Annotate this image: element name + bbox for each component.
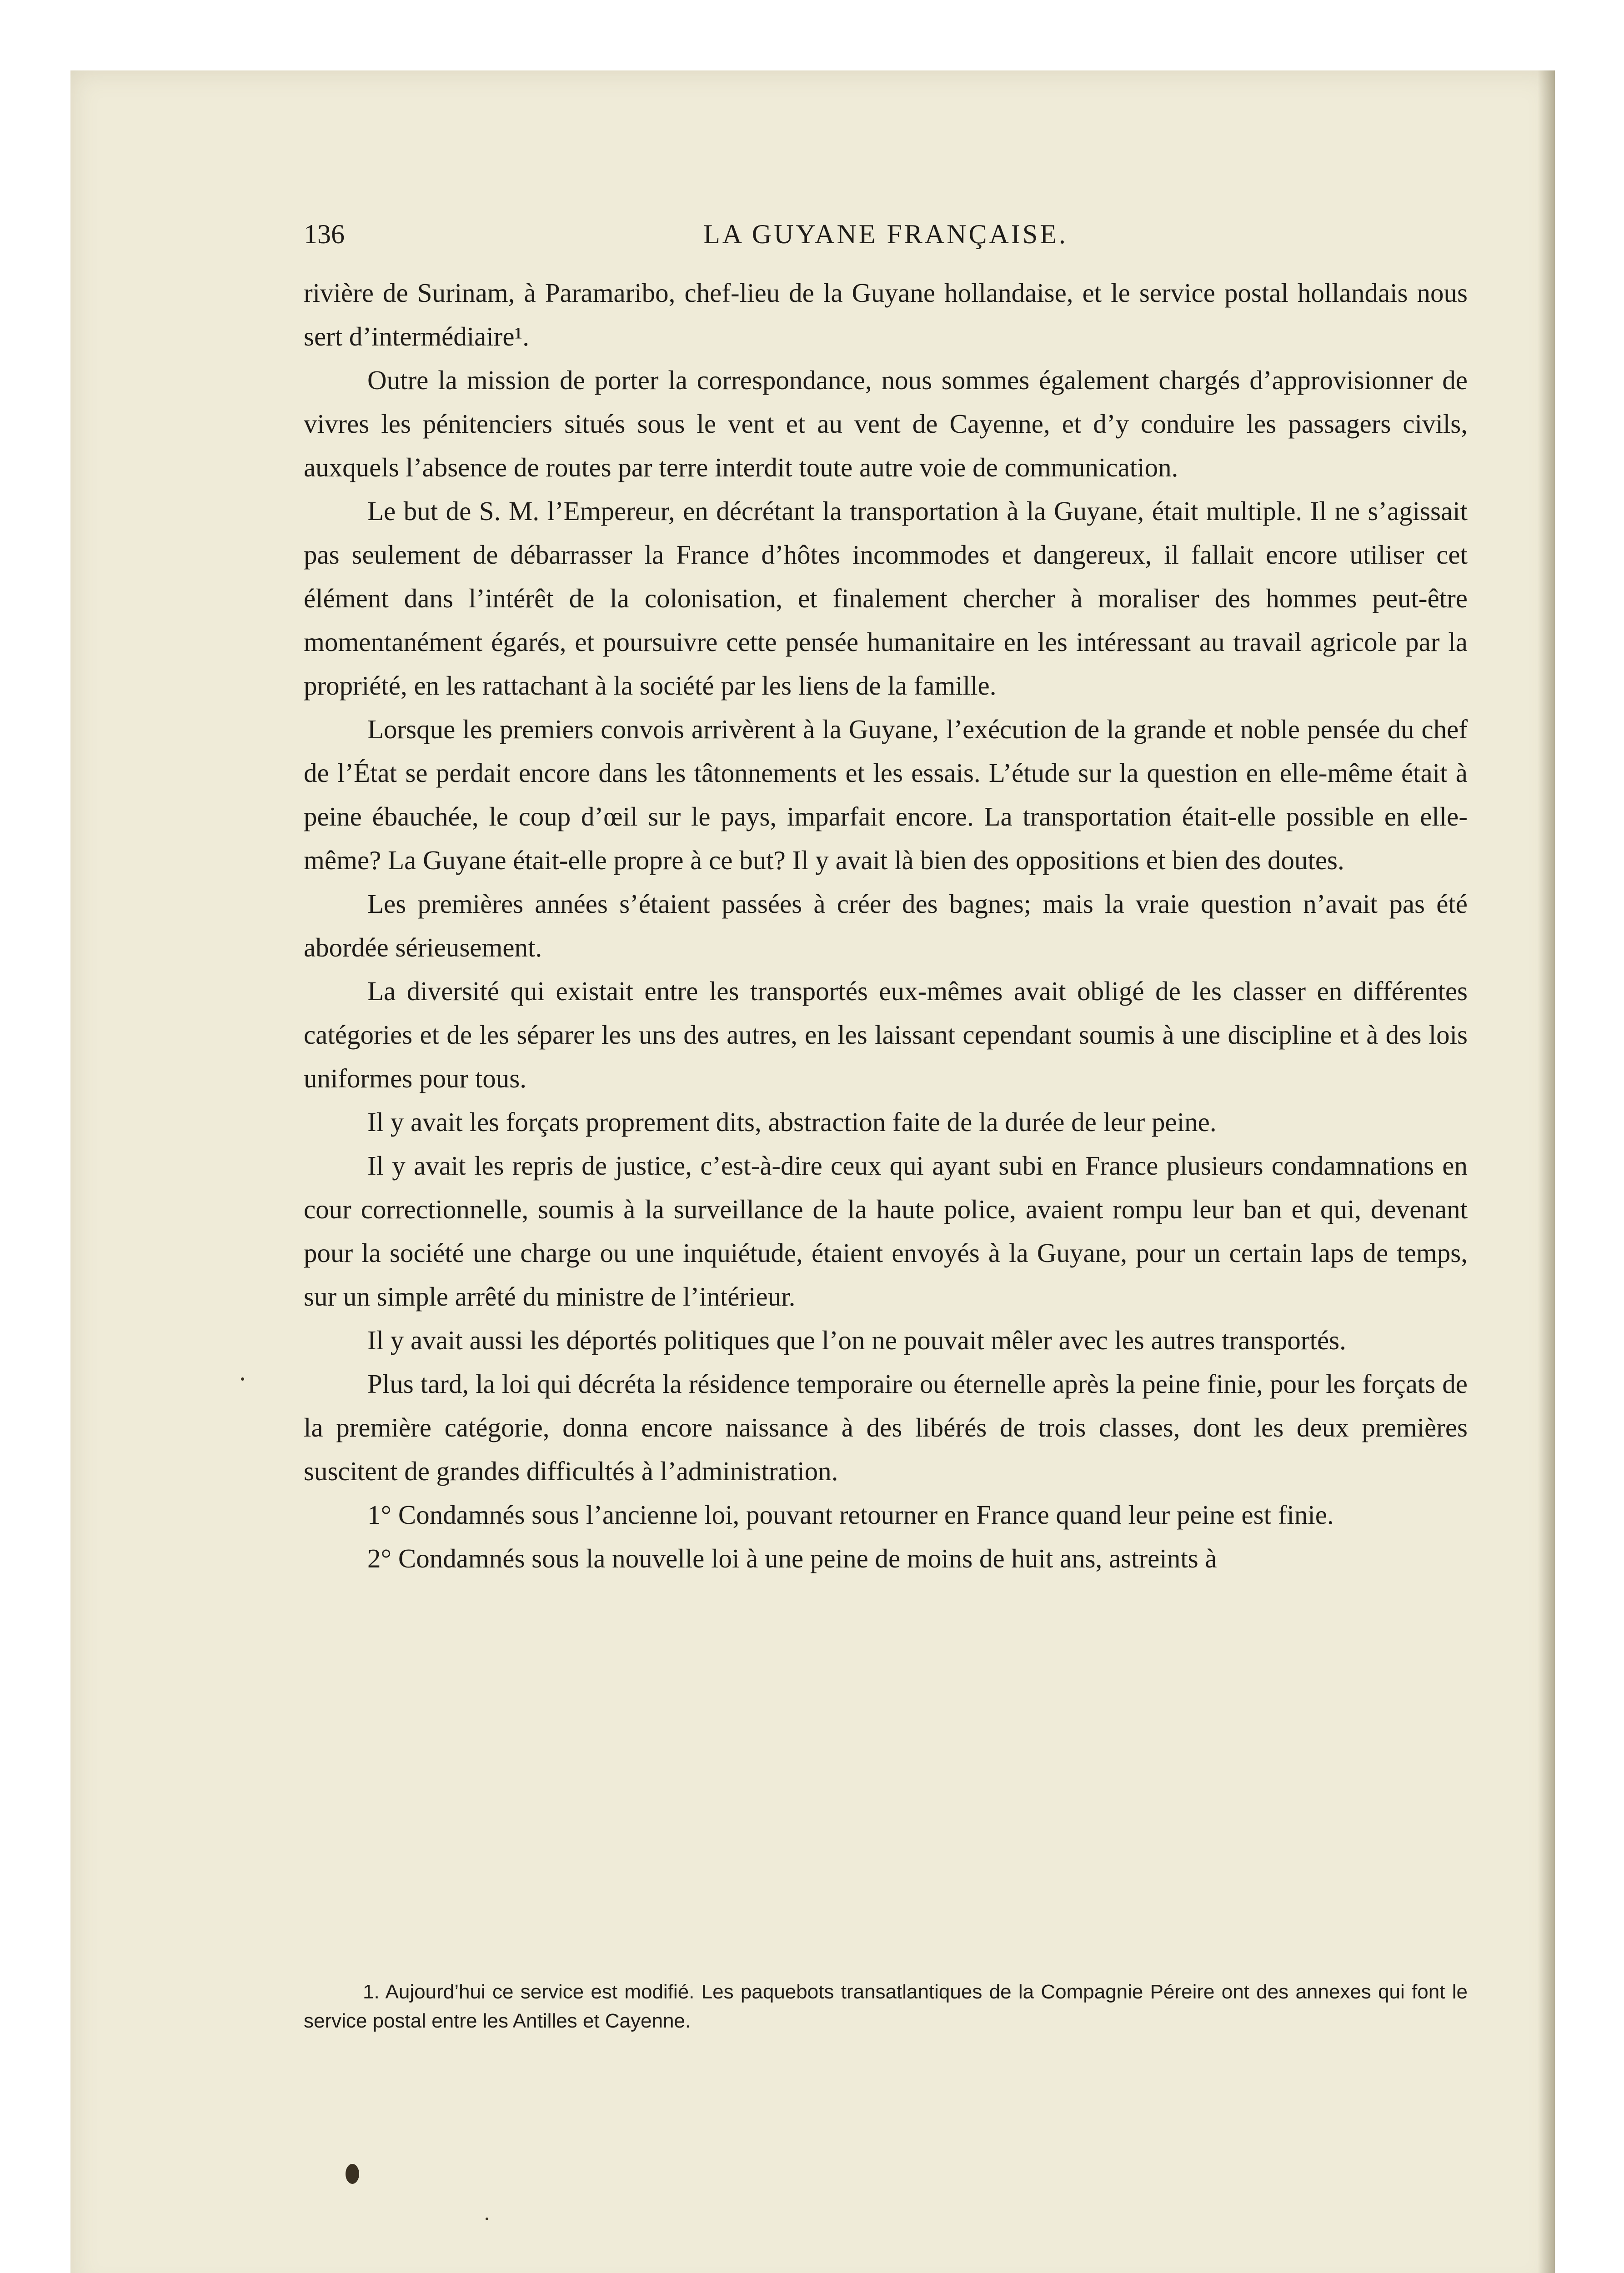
paragraph: Outre la mission de porter la correspondance, nous sommes également chargés d’approvisionner de vivres les pénitenciers situés sous le vent et au vent de Cayenne, et d’y conduire les passagers civils, auxquels l’absence de routes par terre interdit toute autre voie de communication. — [304, 365, 1468, 482]
ink-speck — [241, 1377, 244, 1381]
page-header — [304, 214, 1468, 255]
paragraph: La diversité qui existait entre les transportés eux-mêmes avait obligé de les classer en différentes catégories et de les séparer les uns des autres, en les laissant cependant soumis à une discipline et à des lois uniformes pour tous. — [304, 976, 1468, 1093]
paragraph: Lorsque les premiers convois arrivèrent à la Guyane, l’exécution de la grande et noble pensée du chef de l’État se perdait encore dans les tâtonnements et les essais. L’étude sur la question en elle-même était à peine ébauchée, le coup d’œil sur le pays, imparfait encore. La transportation était-elle possible en elle-même? La Guyane était-elle propre à ce but? Il y avait là bien des oppositions et bien des doutes. — [304, 714, 1468, 875]
running-title: LA GUYANE FRANÇAISE. — [703, 219, 1068, 249]
page-edge-shadow — [1538, 70, 1555, 2273]
paragraph: Il y avait les forçats proprement dits, abstraction faite de la durée de leur peine. — [367, 1107, 1217, 1137]
paragraph: Les premières années s’étaient passées à créer des bagnes; mais la vraie question n’avait pas été abordée sérieusement. — [304, 889, 1468, 962]
paragraph: Plus tard, la loi qui décréta la résidence temporaire ou éternelle après la peine finie, pour les forçats de la première catégorie, donna encore naissance à des libérés de trois classes, dont les deux premières suscitent de grandes difficultés à l’administration. — [304, 1369, 1468, 1486]
ink-speck — [486, 2218, 488, 2220]
ink-speck — [346, 2164, 359, 2184]
body-text — [304, 271, 1468, 1580]
page-number: 136 — [304, 219, 345, 249]
paragraph: Il y avait les repris de justice, c’est-à-dire ceux qui ayant subi en France plusieurs condamnations en cour correctionnelle, soumis à la surveillance de la haute police, avaient rompu leur ban et qui, devenant pour la société une charge ou une inquiétude, étaient envoyés à la Guyane, pour un certain laps de temps, sur un simple arrêté du ministre de l’intérieur. — [304, 1151, 1468, 1312]
paragraph: Le but de S. M. l’Empereur, en décrétant la transportation à la Guyane, était multiple. Il ne s’agissait pas seulement de débarrasser la France d’hôtes incommodes et dangereux, il fallait encore utiliser cet élément dans l’intérêt de la colonisation, et finalement chercher à moraliser des hommes peut-être momentanément égarés, et poursuivre cette pensée humanitaire en les intéressant au travail agricole par la propriété, en les rattachant à la société par les liens de la famille. — [304, 496, 1468, 701]
paragraph-continuation: rivière de Surinam, à Paramaribo, chef-lieu de la Guyane hollandaise, et le service postal hollandais nous sert d’intermédiaire¹. — [304, 278, 1468, 351]
paragraph: 1° Condamnés sous l’ancienne loi, pouvant retourner en France quand leur peine est finie. — [367, 1500, 1334, 1530]
paragraph: 2° Condamnés sous la nouvelle loi à une peine de moins de huit ans, astreints à — [367, 1543, 1217, 1573]
footnote: 1. Aujourd’hui ce service est modifié. Les paquebots transatlantiques de la Compagnie Péreire ont des annexes qui font le service postal entre les Antilles et Cayenne. — [304, 1981, 1468, 2032]
paragraph: Il y avait aussi les déportés politiques que l’on ne pouvait mêler avec les autres transportés. — [367, 1325, 1346, 1355]
